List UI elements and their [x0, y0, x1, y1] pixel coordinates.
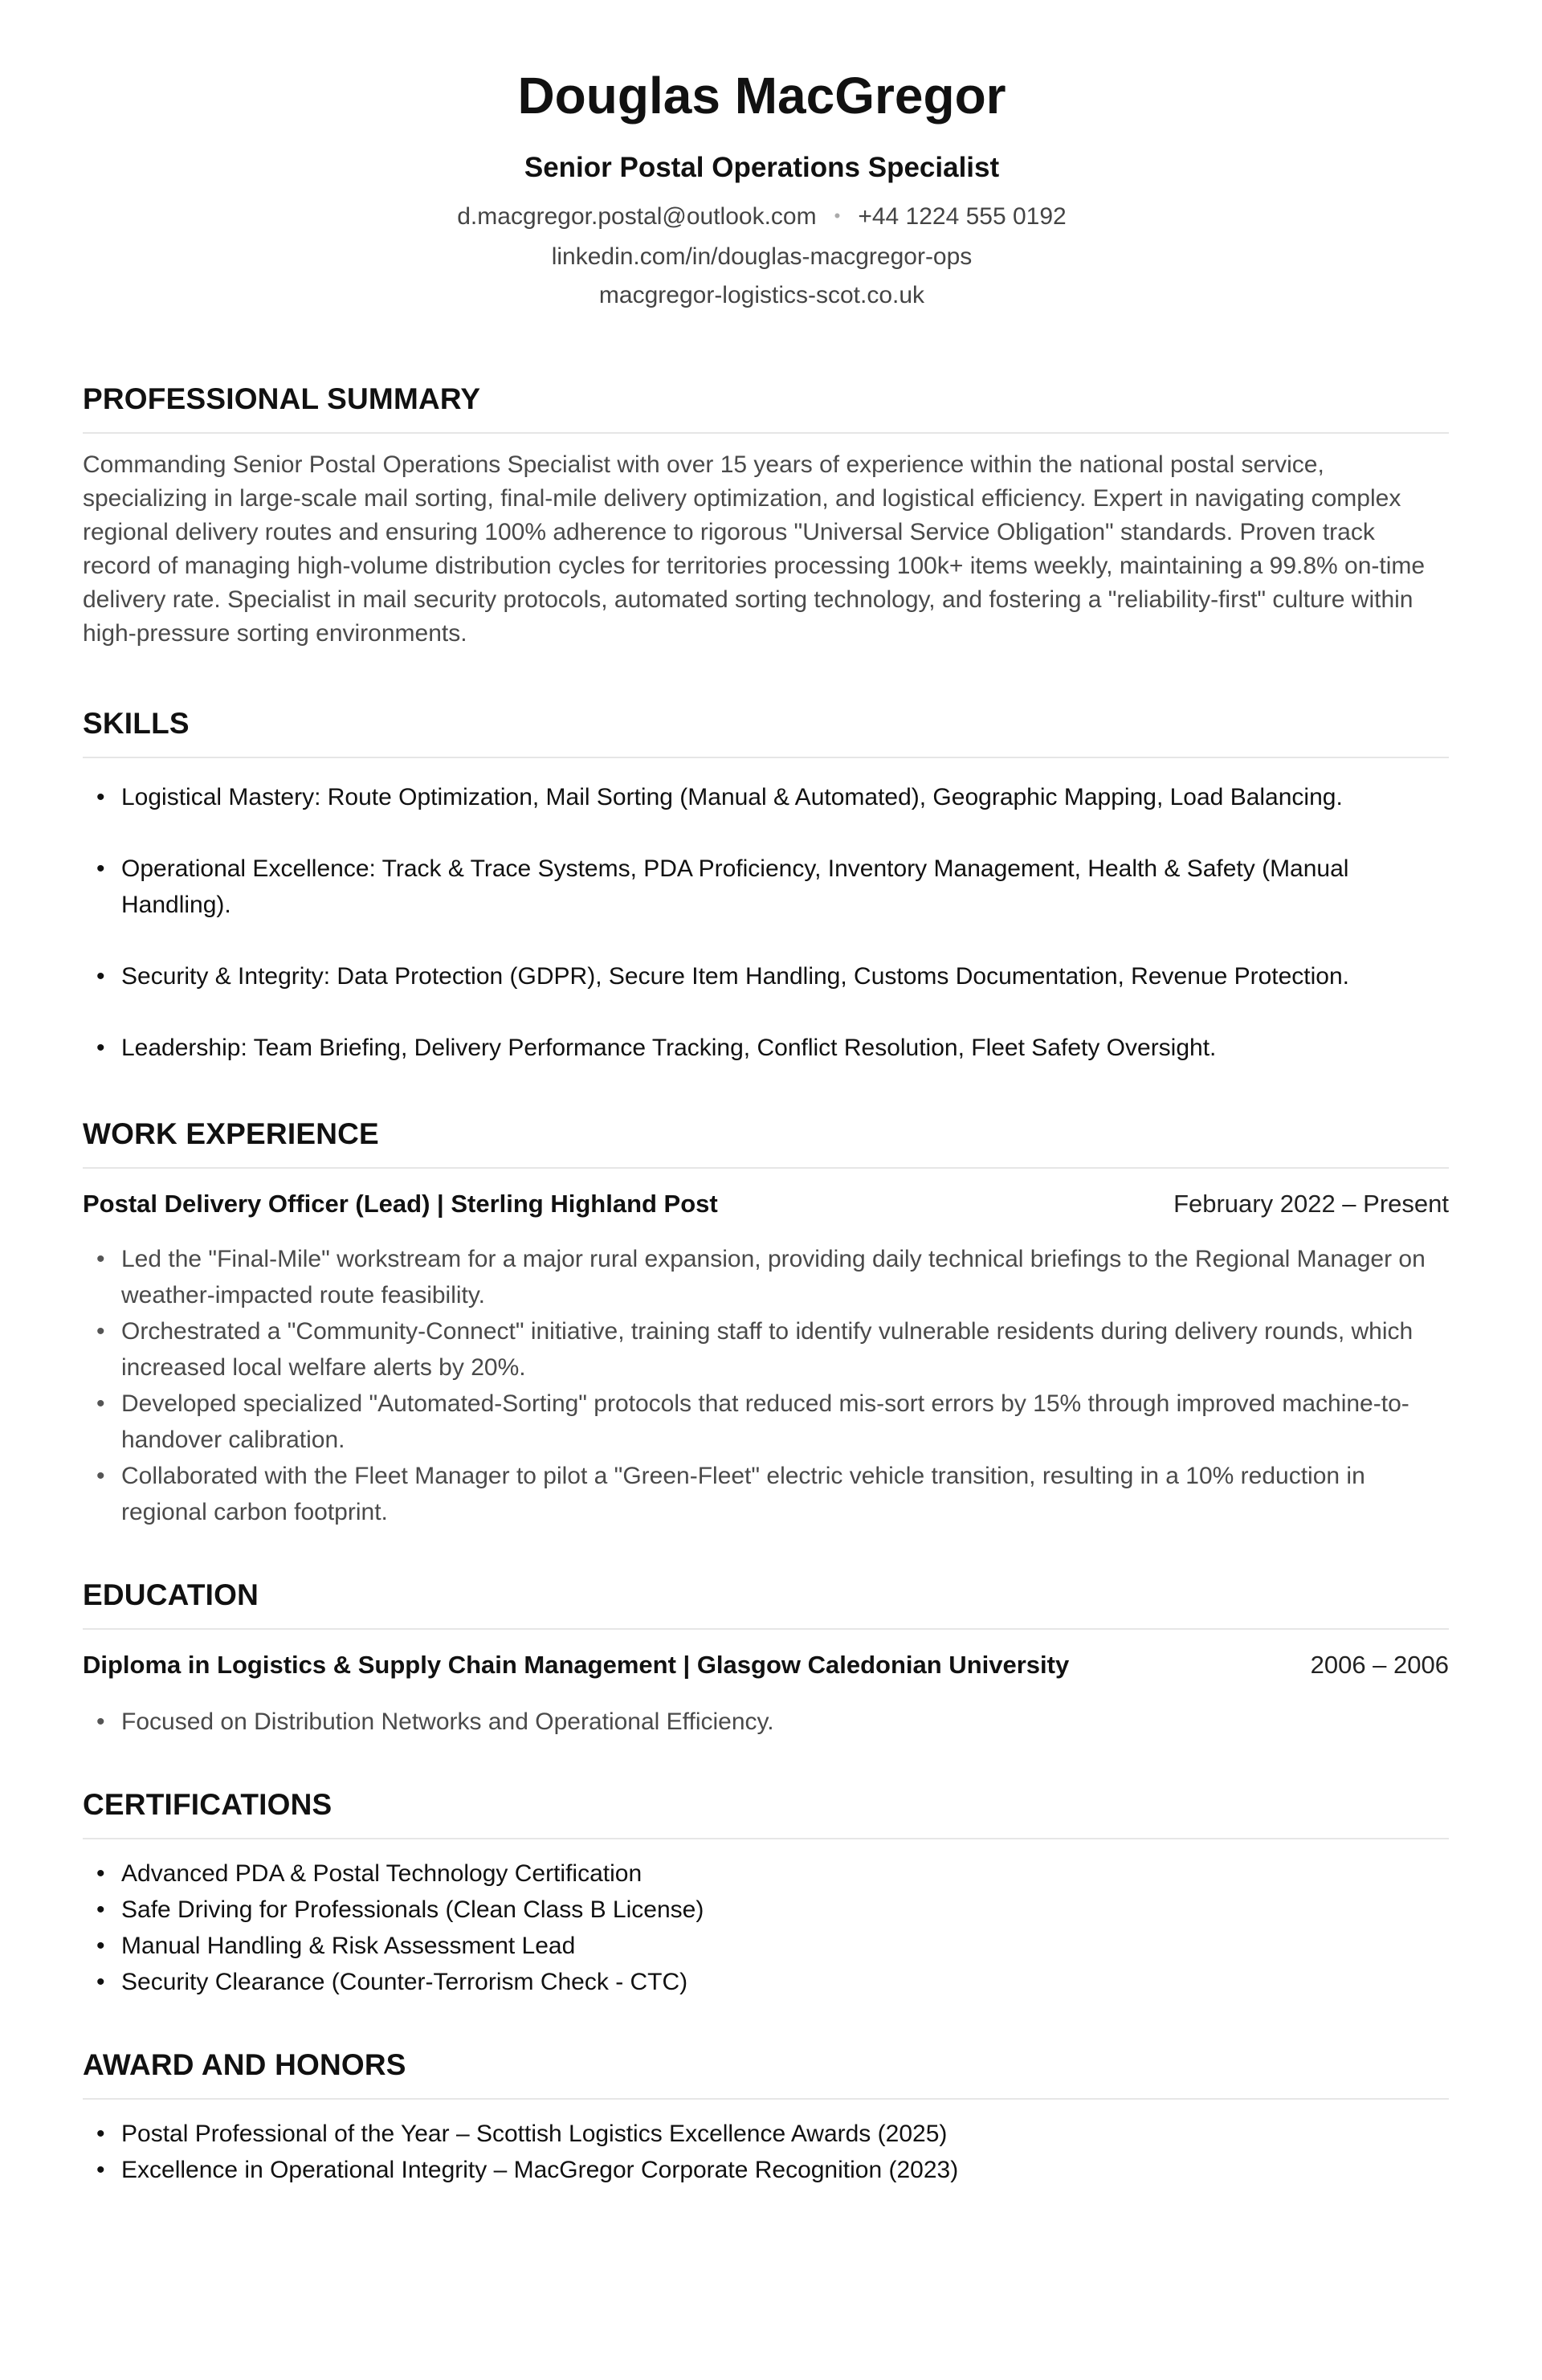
job-role: Postal Delivery Officer (Lead) | Sterling Highland Post: [83, 1190, 718, 1218]
education-heading: EDUCATION: [83, 1575, 1449, 1630]
list-item: [83, 1928, 1449, 1964]
bullet-icon: •: [96, 963, 105, 990]
list-item: [83, 1704, 1449, 1740]
list-item: [83, 1313, 1449, 1386]
award-text: Postal Professional of the Year – Scottish Logistics Excellence Awards (2025): [121, 2121, 948, 2147]
summary-section: [83, 379, 1449, 651]
skill-text: Leadership: Team Briefing, Delivery Performance Tracking, Conflict Resolution, Fleet Safety Oversight.: [121, 1035, 1217, 1061]
bullet-icon: •: [96, 1246, 105, 1272]
phone-number[interactable]: +44 1224 555 0192: [858, 203, 1067, 230]
candidate-title: Senior Postal Operations Specialist: [524, 152, 1000, 183]
experience-section: [83, 1114, 1449, 1530]
list-item: [83, 1241, 1449, 1313]
award-text: Excellence in Operational Integrity – MacGregor Corporate Recognition (2023): [121, 2157, 959, 2183]
email-link[interactable]: d.macgregor.postal@outlook.com: [457, 203, 817, 230]
bullet-icon: •: [96, 1390, 105, 1417]
education-bullets: [83, 1704, 1449, 1740]
contact-line: [79, 198, 1445, 238]
list-item: [83, 1964, 1449, 2000]
list-item: [83, 1030, 1449, 1066]
bullet-icon: •: [96, 2121, 105, 2147]
bullet-icon: •: [96, 1933, 105, 1959]
bullet-icon: •: [96, 855, 105, 882]
website-link[interactable]: macgregor-logistics-scot.co.uk: [598, 282, 925, 308]
list-item: [83, 1458, 1449, 1530]
bullet-icon: •: [96, 2157, 105, 2183]
experience-heading: WORK EXPERIENCE: [83, 1114, 1449, 1169]
experience-bullets: [83, 1241, 1449, 1530]
certification-text: Advanced PDA & Postal Technology Certification: [121, 1860, 642, 1887]
contact-separator: •: [834, 206, 841, 226]
job-date: February 2022 – Present: [1173, 1190, 1449, 1218]
awards-section: [83, 2045, 1449, 2188]
bullet-text: Collaborated with the Fleet Manager to pilot a "Green-Fleet" electric vehicle transition, resulting in a 10% reduction in regional carbon footprint.: [121, 1463, 1365, 1525]
bullet-icon: •: [96, 784, 105, 810]
certification-text: Security Clearance (Counter-Terrorism Check - CTC): [121, 1969, 688, 1995]
bullet-text: Led the "Final-Mile" workstream for a major rural expansion, providing daily technical briefings to the Regional Manager on weather-impacted route feasibility.: [121, 1246, 1426, 1308]
bullet-icon: •: [96, 1463, 105, 1489]
skill-text: Operational Excellence: Track & Trace Systems, PDA Proficiency, Inventory Management, Health & Safety (Manual Handling).: [121, 855, 1349, 918]
certification-text: Manual Handling & Risk Assessment Lead: [121, 1933, 576, 1959]
bullet-icon: •: [96, 1318, 105, 1345]
list-item: [83, 779, 1449, 815]
bullet-icon: •: [96, 1860, 105, 1887]
list-item: [83, 958, 1449, 994]
resume-header: [79, 58, 1445, 315]
list-item: [83, 2116, 1449, 2152]
degree-title: Diploma in Logistics & Supply Chain Management | Glasgow Caledonian University: [83, 1651, 1070, 1679]
education-entry-header: [83, 1647, 1449, 1683]
summary-text: Commanding Senior Postal Operations Specialist with over 15 years of experience within the national postal service, specializing in large-scale mail sorting, final-mile delivery optimization, and logistical efficiency. Expert in navigating complex regional delivery routes and ensuring 100% adherence to rigorous "Universal Service Obligation" standards. Proven track record of managing high-volume distribution cycles for territories processing 100k+ items weekly, maintaining a 99.8% on-time delivery rate. Specialist in mail security protocols, automated sorting technology, and fostering a "reliability-first" culture within high-pressure sorting environments.: [83, 451, 1426, 647]
list-item: [83, 1892, 1449, 1928]
skill-text: Security & Integrity: Data Protection (GDPR), Secure Item Handling, Customs Documentation, Revenue Protection.: [121, 963, 1350, 990]
summary-heading: PROFESSIONAL SUMMARY: [83, 379, 1449, 434]
bullet-text: Orchestrated a "Community-Connect" initiative, training staff to identify vulnerable residents during delivery rounds, which increased local welfare alerts by 20%.: [121, 1318, 1414, 1381]
skill-text: Logistical Mastery: Route Optimization, Mail Sorting (Manual & Automated), Geographic Mapping, Load Balancing.: [121, 784, 1343, 810]
list-item: [83, 1855, 1449, 1892]
bullet-text: Focused on Distribution Networks and Operational Efficiency.: [121, 1708, 774, 1735]
bullet-icon: •: [96, 1969, 105, 1995]
skills-section: [83, 704, 1449, 1066]
education-section: [83, 1575, 1449, 1740]
bullet-icon: •: [96, 1035, 105, 1061]
awards-list: [83, 2116, 1449, 2188]
skills-heading: SKILLS: [83, 704, 1449, 758]
certifications-list: [83, 1855, 1449, 2000]
list-item: [83, 1386, 1449, 1458]
certifications-section: [83, 1785, 1449, 2000]
list-item: [83, 851, 1449, 923]
list-item: [83, 2152, 1449, 2188]
experience-entry-header: [83, 1186, 1449, 1222]
skills-list: [83, 779, 1449, 1066]
candidate-name: Douglas MacGregor: [517, 67, 1006, 125]
bullet-icon: •: [96, 1896, 105, 1923]
certifications-heading: CERTIFICATIONS: [83, 1785, 1449, 1839]
certification-text: Safe Driving for Professionals (Clean Class B License): [121, 1896, 704, 1923]
linkedin-link[interactable]: linkedin.com/in/douglas-macgregor-ops: [551, 243, 973, 270]
awards-heading: AWARD AND HONORS: [83, 2045, 1449, 2100]
bullet-text: Developed specialized "Automated-Sorting" protocols that reduced mis-sort errors by 15% through improved machine-to-handover calibration.: [121, 1390, 1409, 1453]
education-date: 2006 – 2006: [1310, 1651, 1449, 1679]
bullet-icon: •: [96, 1708, 105, 1735]
